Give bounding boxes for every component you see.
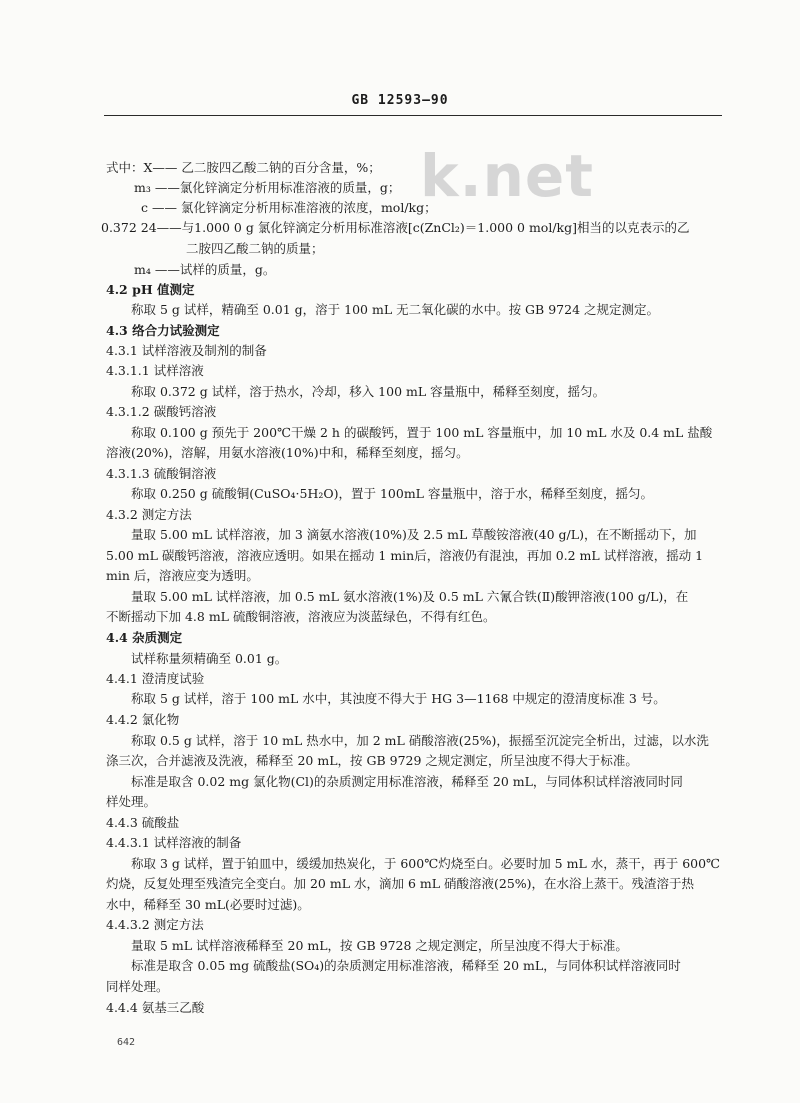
- text-line: 5.00 mL 碳酸钙溶液，溶液应透明。如果在摇动 1 min后，溶液仍有混浊，再加 0.2 mL 试样溶液，摇动 1: [106, 548, 704, 563]
- text-line: m₄ ——试样的质量，g。: [134, 262, 276, 277]
- text-line: 4.4 杂质测定: [106, 630, 183, 645]
- text-line: 量取 5.00 mL 试样溶液，加 3 滴氨水溶液(10%)及 2.5 mL 草酸铵溶液(40 g/L)，在不断摇动下，加: [131, 527, 697, 542]
- text-line: 4.4.3 硫酸盐: [106, 815, 180, 830]
- text-line: 溶液(20%)，溶解，用氨水溶液(10%)中和，稀释至刻度，摇匀。: [106, 445, 469, 460]
- standard-code-header: GB 12593—90: [351, 93, 449, 108]
- text-line: 称取 0.250 g 硫酸铜(CuSO₄·5H₂O)，置于 100mL 容量瓶中，溶于水，稀释至刻度，摇匀。: [131, 486, 653, 501]
- watermark: k.net: [420, 142, 594, 210]
- text-line: 二胺四乙酸二钠的质量；: [186, 241, 324, 256]
- text-line: 式中：X—— 乙二胺四乙酸二钠的百分含量，%；: [106, 160, 381, 175]
- text-line: 称取 0.100 g 预先于 200℃干燥 2 h 的碳酸钙，置于 100 mL 容量瓶中，加 10 mL 水及 0.4 mL 盐酸: [131, 425, 713, 440]
- text-line: 0.372 24——与1.000 0 g 氯化锌滴定分析用标准溶液[c(ZnCl₂)＝1.000 0 mol/kg]相当的以克表示的乙: [101, 220, 690, 235]
- text-line: 4.4.1 澄清度试验: [106, 671, 205, 686]
- text-line: 4.3.1.2 碳酸钙溶液: [106, 404, 217, 419]
- text-line: 标准是取含 0.05 mg 硫酸盐(SO₄)的杂质测定用标准溶液，稀释至 20 mL，与同体积试样溶液同时: [131, 958, 681, 973]
- header-rule: [104, 115, 722, 116]
- text-line: 水中，稀释至 30 mL(必要时过滤)。: [106, 897, 310, 912]
- text-line: 试样称量须精确至 0.01 g。: [131, 651, 288, 666]
- text-line: min 后，溶液应变为透明。: [106, 568, 259, 583]
- text-line: 标准是取含 0.02 mg 氯化物(Cl)的杂质测定用标准溶液，稀释至 20 mL，与同体积试样溶液同时同: [131, 774, 683, 789]
- text-line: 4.3.1.3 硫酸铜溶液: [106, 466, 217, 481]
- text-line: 同样处理。: [106, 979, 169, 994]
- text-line: 称取 3 g 试样，置于铂皿中，缓缓加热炭化，于 600℃灼烧至白。必要时加 5 mL 水，蒸干，再于 600℃: [131, 856, 721, 871]
- text-line: 4.2 pH 值测定: [106, 282, 195, 297]
- text-line: 4.3.1.1 试样溶液: [106, 363, 204, 378]
- text-line: 称取 0.372 g 试样，溶于热水，冷却，移入 100 mL 容量瓶中，稀释至刻度，摇匀。: [131, 384, 606, 399]
- text-line: 称取 5 g 试样，溶于 100 mL 水中，其浊度不得大于 HG 3—1168 中规定的澄清度标准 3 号。: [131, 691, 666, 706]
- page-number: 642: [117, 1037, 136, 1048]
- text-line: 4.4.3.1 试样溶液的制备: [106, 835, 242, 850]
- text-line: 4.4.4 氨基三乙酸: [106, 1000, 205, 1015]
- text-line: m₃ ——氯化锌滴定分析用标准溶液的质量，g；: [134, 180, 401, 195]
- text-line: 4.3.2 测定方法: [106, 507, 192, 522]
- text-line: 量取 5 mL 试样溶液稀释至 20 mL，按 GB 9728 之规定测定，所呈浊度不得大于标准。: [131, 938, 628, 953]
- text-line: 涤三次，合并滤液及洗液，稀释至 20 mL，按 GB 9729 之规定测定，所呈浊度不得大于标准。: [106, 753, 638, 768]
- text-line: 灼烧，反复处理至残渣完全变白。加 20 mL 水，滴加 6 mL 硝酸溶液(25%)，在水浴上蒸干。残渣溶于热: [106, 876, 695, 891]
- text-line: 4.4.3.2 测定方法: [106, 917, 204, 932]
- text-line: 4.3.1 试样溶液及制剂的制备: [106, 343, 267, 358]
- text-line: 4.3 络合力试验测定: [106, 323, 220, 338]
- text-line: 样处理。: [106, 794, 157, 809]
- text-line: 不断摇动下加 4.8 mL 硫酸铜溶液，溶液应为淡蓝绿色，不得有红色。: [106, 609, 496, 624]
- text-line: 4.4.2 氯化物: [106, 712, 180, 727]
- text-line: 量取 5.00 mL 试样溶液，加 0.5 mL 氨水溶液(1%)及 0.5 mL 六氰合铁(Ⅱ)酸钾溶液(100 g/L)，在: [131, 589, 689, 604]
- text-line: c —— 氯化锌滴定分析用标准溶液的浓度，mol/kg；: [141, 200, 437, 215]
- text-line: 称取 0.5 g 试样，溶于 10 mL 热水中，加 2 mL 硝酸溶液(25%)，振摇至沉淀完全析出，过滤，以水洗: [131, 733, 709, 748]
- text-line: 称取 5 g 试样，精确至 0.01 g，溶于 100 mL 无二氧化碳的水中。按 GB 9724 之规定测定。: [131, 302, 659, 317]
